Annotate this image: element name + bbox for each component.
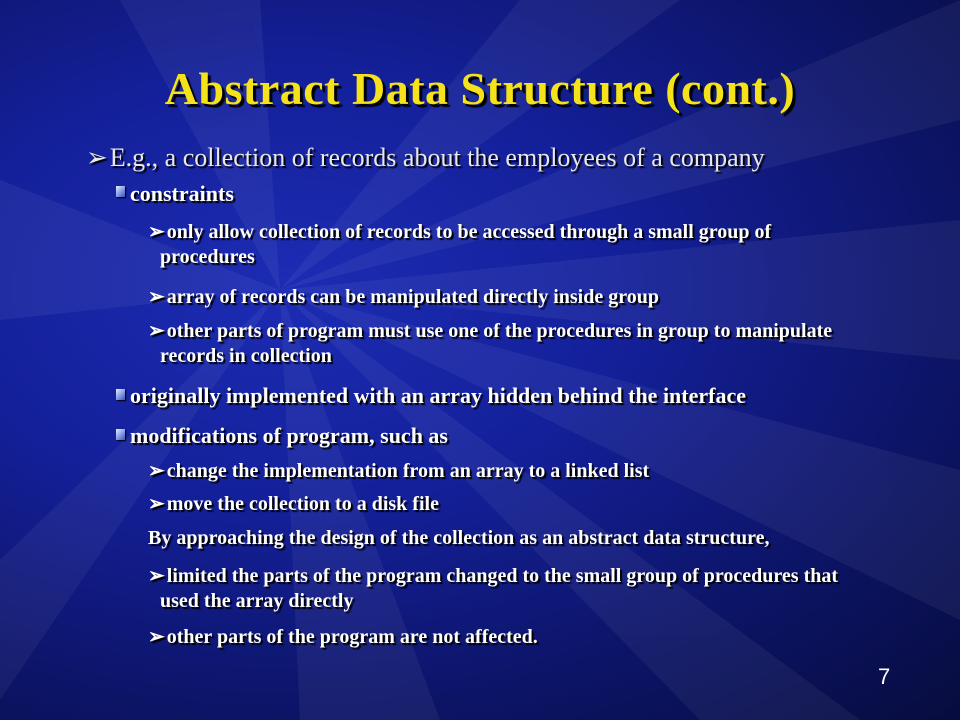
square-bullet-icon (116, 186, 125, 197)
slide-title: Abstract Data Structure (cont.) (164, 63, 796, 114)
constraints-label: constraints (130, 181, 234, 206)
main-bullet-text: E.g., a collection of records about the employees of a company (109, 143, 765, 172)
constraint-item: ➢ other parts of program must use one of the procedures in group to manipulate (148, 320, 833, 342)
arrow-bullet-icon: ➢ (148, 221, 165, 243)
arrow-bullet-icon: ➢ (148, 565, 165, 587)
approach-text: By approaching the design of the collection as an abstract data structure, (148, 527, 770, 549)
constraint-item: ➢ only allow collection of records to be accessed through a small group of (148, 221, 772, 243)
originally-implemented-text: originally implemented with an array hidden behind the interface (130, 383, 746, 408)
arrow-bullet-icon: ➢ (86, 143, 108, 172)
constraint-item-continuation: records in collection (160, 345, 332, 367)
arrow-bullet-icon: ➢ (148, 493, 165, 515)
result-item-continuation: used the array directly (160, 590, 354, 612)
modifications-label: modifications of program, such as (130, 423, 448, 448)
main-bullet (86, 143, 765, 173)
result-item: ➢ other parts of the program are not affected. (148, 626, 538, 648)
arrow-bullet-icon: ➢ (148, 320, 165, 342)
square-bullet-icon (116, 429, 125, 440)
arrow-bullet-icon: ➢ (148, 286, 165, 308)
square-bullet-icon (116, 389, 125, 400)
arrow-bullet-icon: ➢ (148, 460, 165, 482)
result-item: ➢ limited the parts of the program changed to the small group of procedures that (148, 565, 839, 587)
arrow-bullet-icon: ➢ (148, 626, 165, 648)
constraint-item-continuation: procedures (160, 246, 255, 268)
modification-item: ➢ change the implementation from an array to a linked list (148, 460, 650, 482)
page-number: 7 (878, 664, 891, 689)
modification-item: ➢ move the collection to a disk file (148, 493, 439, 515)
constraint-item: ➢ array of records can be manipulated directly inside group (148, 286, 659, 308)
